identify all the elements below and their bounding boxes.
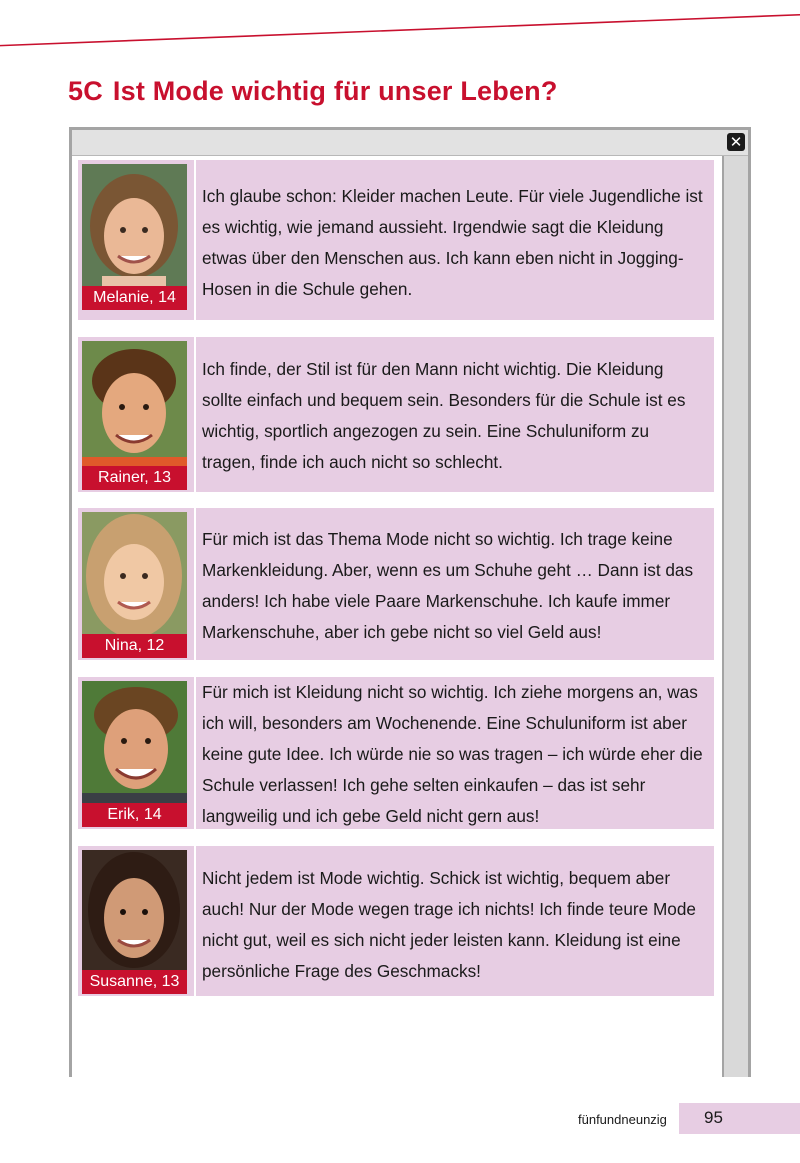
testimonial-card — [78, 846, 714, 996]
portrait-photo — [82, 681, 187, 827]
section-title: Ist Mode wichtig für unser Leben? — [112, 76, 558, 106]
top-rule-line — [0, 0, 800, 50]
card-divider — [194, 337, 196, 492]
testimonial-card — [78, 337, 714, 492]
testimonial-card — [78, 160, 714, 320]
portrait-photo — [82, 164, 187, 310]
page-number-box — [679, 1103, 800, 1134]
section-number: 5C — [68, 76, 103, 106]
page-title — [68, 76, 558, 107]
person-name-label: Nina, 12 — [82, 634, 187, 658]
person-name-label: Susanne, 13 — [82, 970, 187, 994]
testimonial-card — [78, 677, 714, 829]
testimonial-text: Ich finde, der Stil ist für den Mann nicht wichtig. Die Kleidung sollte einfach und bequem sein. Besonders für die Schule ist es wichtig, sportlich angezogen zu sein. Eine Schuluniform zu tragen, finde ich auch nicht so schlecht. — [202, 359, 686, 472]
testimonial-text: Nicht jedem ist Mode wichtig. Schick ist wichtig, bequem aber auch! Nur der Mode wegen trage ich nichts! Ich finde teure Mode nicht gut, weil es sich nicht jeder leisten kann. Kleidung ist eine persönliche Frage des Geschmacks! — [202, 868, 696, 981]
card-divider — [194, 677, 196, 829]
portrait-photo — [82, 341, 187, 490]
card-divider — [194, 846, 196, 996]
testimonial-text: Für mich ist das Thema Mode nicht so wichtig. Ich trage keine Markenkleidung. Aber, wenn es um Schuhe geht … Dann ist das anders! Ich habe viele Paare Markenschuhe. Ich kaufe immer Markenschuhe, aber ich gebe nicht so viel Geld aus! — [202, 529, 694, 642]
testimonial-card — [78, 508, 714, 660]
page-number-word: fünfundneunzig — [578, 1112, 667, 1127]
portrait-photo — [82, 512, 187, 658]
card-divider — [194, 508, 196, 660]
card-divider — [194, 160, 196, 320]
testimonial-text: Für mich ist Kleidung nicht so wichtig. Ich ziehe morgens an, was ich will, besonders am Wochenende. Eine Schuluniform ist aber keine gute Idee. Ich würde nie so was tragen – ich würde eher die Schule verlassen! Ich gehe selten einkaufen – das ist sehr langweilig und ich gebe Geld nicht gern aus! — [202, 682, 703, 826]
close-icon[interactable]: ✕ — [727, 133, 745, 151]
testimonial-text: Ich glaube schon: Kleider machen Leute. Für viele Jugendliche ist es wichtig, wie jemand aussieht. Irgendwie sagt die Kleidung etwas über den Menschen aus. Ich kann eben nicht in Jogging-Hosen in die Schule gehen. — [202, 186, 703, 299]
person-name-label: Melanie, 14 — [82, 286, 187, 310]
person-name-label: Erik, 14 — [82, 803, 187, 827]
window-scrollbar[interactable] — [722, 156, 748, 1077]
portrait-photo — [82, 850, 187, 994]
page-number: 95 — [704, 1108, 723, 1127]
person-name-label: Rainer, 13 — [82, 466, 187, 490]
window-titlebar — [72, 130, 748, 156]
